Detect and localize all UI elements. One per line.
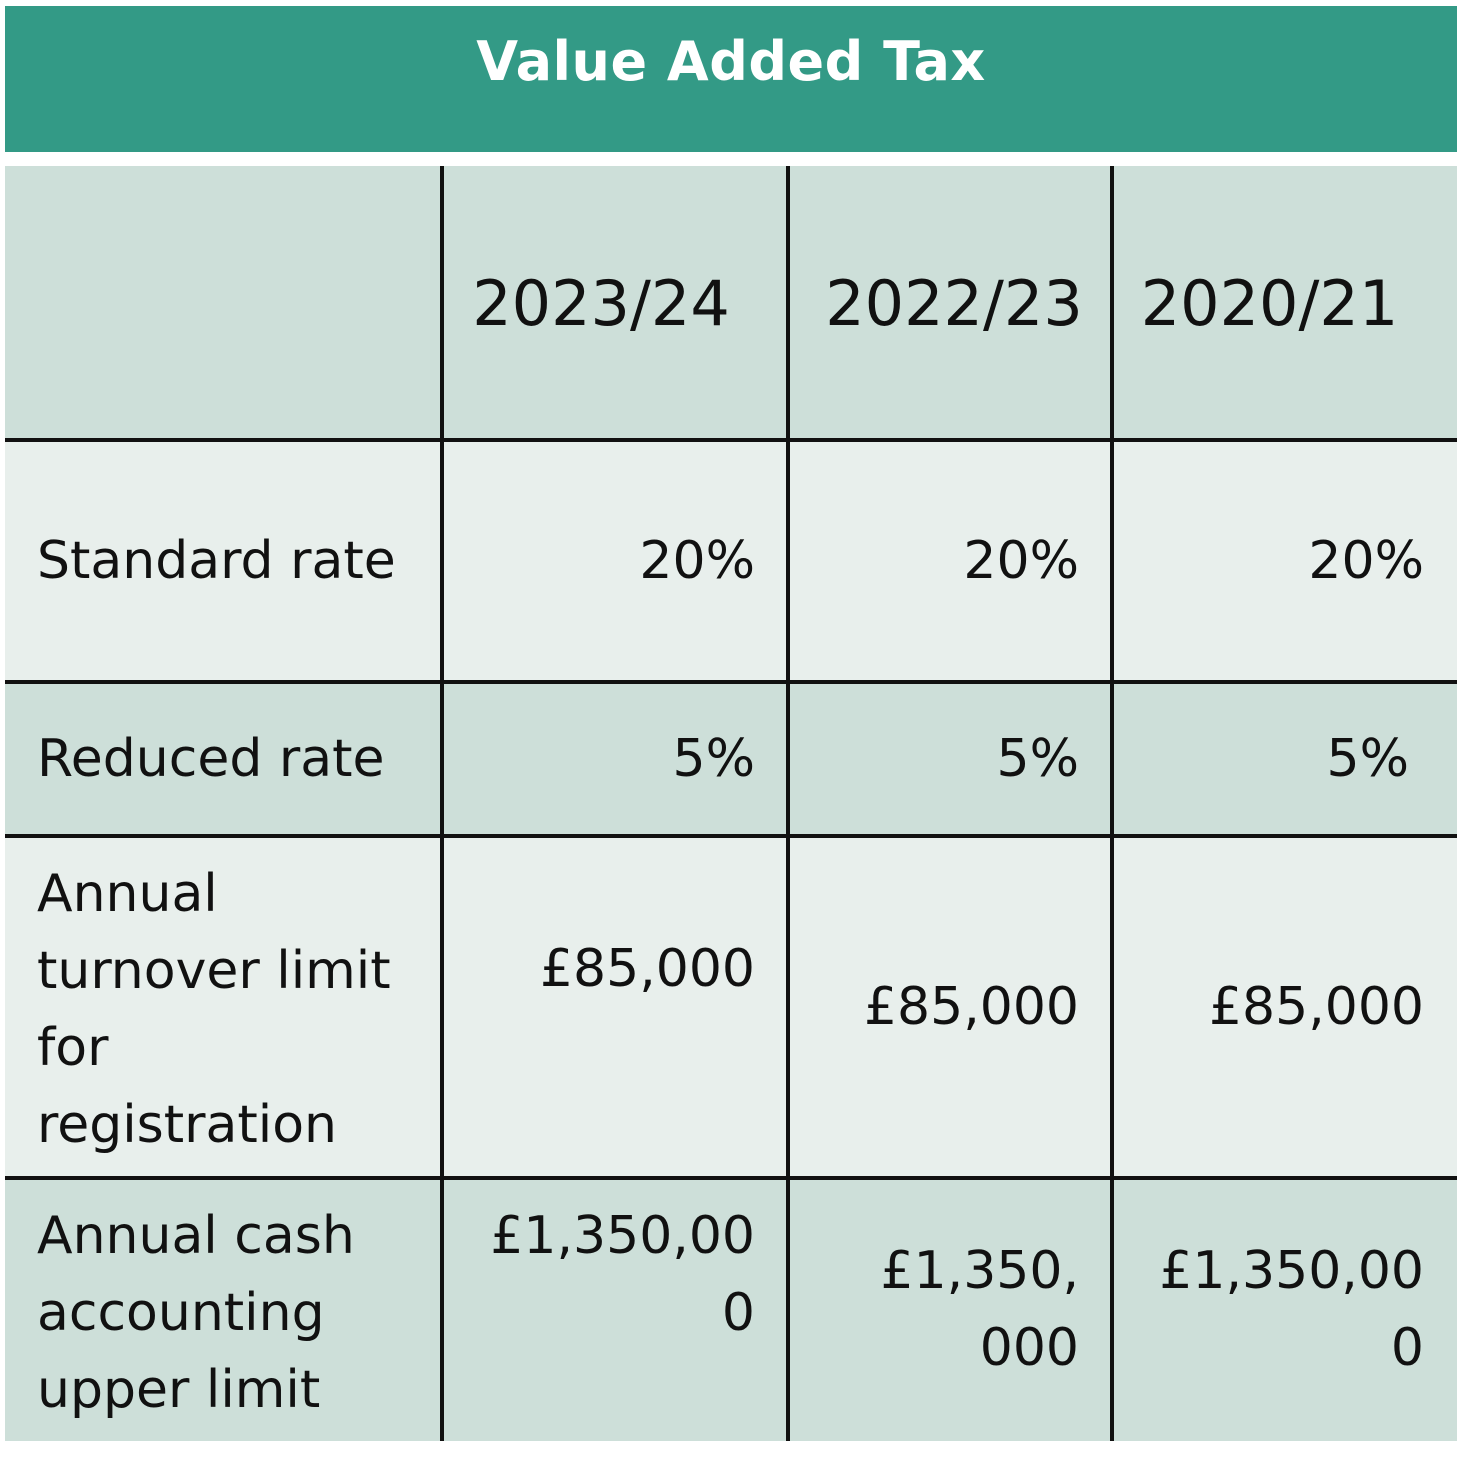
value-cell: £1,350,000 (1159, 1240, 1424, 1378)
value-cell: 20% (963, 530, 1079, 591)
row-label-turnover-limit: Annual turnover limit for registration (37, 864, 391, 1155)
row-divider (5, 680, 1457, 684)
table-row (5, 1178, 1457, 1441)
header-year-2023-24: 2023/24 (472, 266, 730, 340)
value-cell: £85,000 (1208, 976, 1424, 1037)
header-row (5, 166, 1457, 440)
value-cell: £85,000 (539, 939, 755, 999)
column-divider (440, 166, 444, 1441)
value-cell: 20% (1308, 530, 1424, 591)
vat-table (5, 166, 1457, 1441)
value-cell: 5% (1326, 728, 1409, 789)
row-label-reduced-rate: Reduced rate (37, 728, 385, 789)
table-row (5, 682, 1457, 836)
header-year-2020-21: 2020/21 (1140, 266, 1399, 340)
row-divider (5, 1176, 1457, 1180)
table-row (5, 440, 1457, 682)
header-year-2022-23: 2022/23 (825, 266, 1083, 340)
row-divider (5, 834, 1457, 838)
table-title-bar (5, 6, 1457, 152)
column-divider (1110, 166, 1114, 1441)
value-cell: 5% (672, 728, 755, 789)
row-divider (5, 438, 1457, 442)
row-label-standard-rate: Standard rate (37, 530, 396, 591)
value-cell: £1,350,000 (880, 1240, 1079, 1378)
value-cell: 20% (639, 530, 755, 591)
value-cell: 5% (996, 728, 1079, 789)
value-cell: £1,350,000 (490, 1206, 755, 1343)
table-row (5, 836, 1457, 1178)
table-title: Value Added Tax (476, 29, 986, 93)
row-label-cash-accounting-limit: Annual cash accounting upper limit (37, 1206, 355, 1420)
column-divider (786, 166, 790, 1441)
header-corner-cell (5, 166, 442, 440)
value-cell: £85,000 (863, 976, 1079, 1037)
